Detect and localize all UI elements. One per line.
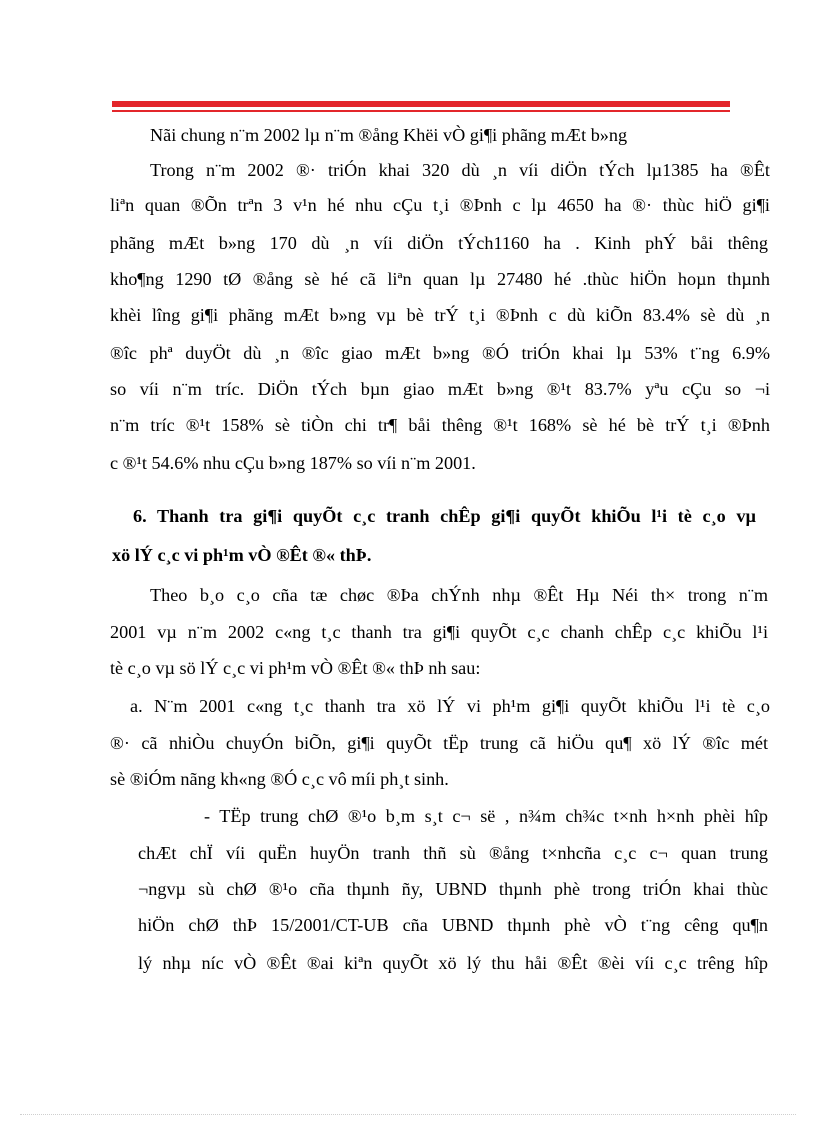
page-bottom-edge [20,1114,796,1115]
intro-line: 2001 vµ n¨m 2002 c«ng t¸c thanh tra gi¶i quyÕt c¸c chanh chÊp c¸c khiÕu l¹i [110,622,768,642]
report-line: kho¶ng 1290 tØ ®ång sè hé cã liªn quan lµ 27480 hé .thùc hiÖn hoµn thµnh [110,269,770,289]
report-line: phãng mÆt b»ng 170 dù ¸n víi diÖn tÝch1160 ha . Kinh phÝ båi thêng [110,233,768,253]
item-a-line: sè ®iÓm nãng kh«ng ®Ó c¸c vô míi ph¸t sinh. [110,769,449,789]
summary-line: Nãi chung n¨m 2002 lµ n¨m ®ång Khëi vÒ gi¶i phãng mÆt b»ng [150,125,628,145]
report-line: n¨m tríc ®¹t 158% sè tiÒn chi tr¶ båi thêng ®¹t 168% sè hé bè trÝ t¸i ®Þnh [110,415,770,435]
bullet-line: - TËp trung chØ ®¹o b¸m s¸t c¬ së , n¾m ch¾c t×nh h×nh phèi hîp [204,806,768,826]
bullet-line: hiÖn chØ thÞ 15/2001/CT-UB cña UBND thµnh phè vÒ t¨ng cêng qu¶n [138,915,768,935]
report-line: so víi n¨m tríc. DiÖn tÝch bµn giao mÆt b»ng ®¹t 83.7% yªu cÇu so ¬i [110,379,770,399]
item-a-line: a. N¨m 2001 c«ng t¸c thanh tra xö lÝ vi ph¹m gi¶i quyÕt khiÕu l¹i tè c¸o [130,696,770,716]
item-a-line: ®· cã nhiÒu chuyÓn biÕn, gi¶i quyÕt tËp trung cã hiÖu qu¶ xö lÝ ®îc mét [110,733,768,753]
bullet-line: ¬ngvµ sù chØ ®¹o cña thµnh ñy, UBND thµnh phè trong triÓn khai thùc [138,879,768,899]
bullet-line: chÆt chÏ víi quËn huyÖn tranh thñ sù ®ång t×nhcña c¸c c¬ quan trung [138,843,768,863]
intro-line: Theo b¸o c¸o cña tæ chøc ®Þa chÝnh nhµ ®Êt Hµ Néi th× trong n¨m [150,585,768,605]
report-line: liªn quan ®Õn trªn 3 v¹n hé nhu cÇu t¸i ®Þnh c lµ 4650 ha ®· thùc hiÖ gi¶i [110,195,770,215]
report-line: c ®¹t 54.6% nhu cÇu b»ng 187% so víi n¨m 2001. [110,453,476,473]
bullet-line: lý nhµ níc vÒ ®Êt ®ai kiªn quyÕt xö lý thu håi ®Êt ®èi víi c¸c trêng hîp [138,953,768,973]
section-heading: 6. Thanh tra gi¶i quyÕt c¸c tranh chÊp gi¶i quyÕt khiÕu l¹i tè c¸o vµ [133,506,756,526]
report-line: Trong n¨m 2002 ®· triÓn khai 320 dù ¸n víi diÖn tÝch lµ1385 ha ®Êt [150,160,770,180]
intro-line: tè c¸o vµ sö lÝ c¸c vi ph¹m vÒ ®Êt ®« thÞ nh sau: [110,658,481,678]
report-line: ®îc phª duyÖt dù ¸n ®îc giao mÆt b»ng ®Ó triÓn khai lµ 53% t¨ng 6.9% [110,343,770,363]
report-line: khèi lîng gi¶i phãng mÆt b»ng vµ bè trÝ t¸i ®Þnh c dù kiÕn 83.4% sè dù ¸n [110,305,770,325]
section-heading: xö lÝ c¸c vi ph¹m vÒ ®Êt ®« thÞ. [112,545,372,565]
